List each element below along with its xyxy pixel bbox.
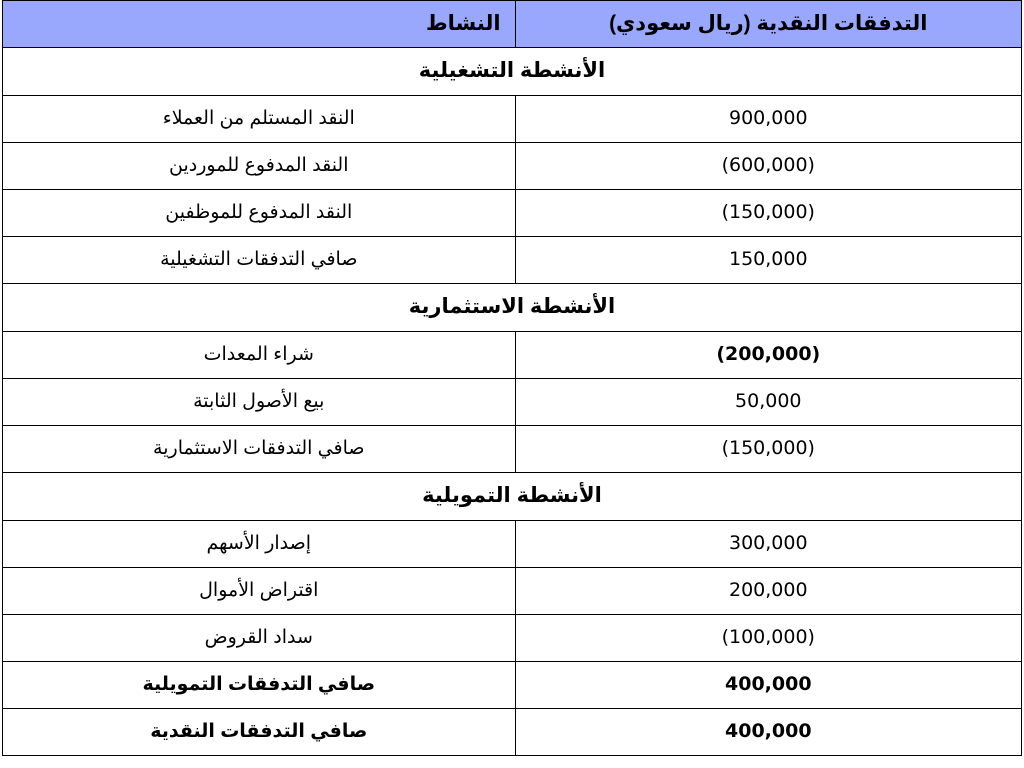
table-row xyxy=(3,96,1022,143)
cell-activity: صافي التدفقات الاستثمارية xyxy=(3,426,516,473)
cell-amount: 300,000 xyxy=(515,521,1021,568)
cell-amount: (150,000) xyxy=(515,426,1021,473)
cell-activity: بيع الأصول الثابتة xyxy=(3,379,516,426)
table-row xyxy=(3,615,1022,662)
section-title: الأنشطة التمويلية xyxy=(3,473,1022,521)
cell-activity: اقتراض الأموال xyxy=(3,568,516,615)
cell-activity: النقد المدفوع للموردين xyxy=(3,143,516,190)
table-row xyxy=(3,379,1022,426)
column-header-amount: التدفقات النقدية (ريال سعودي) xyxy=(515,1,1021,48)
section-header-row xyxy=(3,473,1022,521)
section-header-row xyxy=(3,48,1022,96)
grand-total-row xyxy=(3,709,1022,756)
cell-activity: صافي التدفقات التشغيلية xyxy=(3,237,516,284)
cell-activity: النقد المستلم من العملاء xyxy=(3,96,516,143)
table-row xyxy=(3,190,1022,237)
cell-amount: (600,000) xyxy=(515,143,1021,190)
cell-amount: 400,000 xyxy=(515,709,1021,756)
table-row xyxy=(3,426,1022,473)
table-row xyxy=(3,332,1022,379)
cell-activity: سداد القروض xyxy=(3,615,516,662)
cash-flow-statement-table xyxy=(2,0,1022,756)
cell-amount: (100,000) xyxy=(515,615,1021,662)
cell-amount: 150,000 xyxy=(515,237,1021,284)
cell-amount: (200,000) xyxy=(515,332,1021,379)
cell-amount: 400,000 xyxy=(515,662,1021,709)
table-row xyxy=(3,662,1022,709)
section-header-row xyxy=(3,284,1022,332)
table-row xyxy=(3,521,1022,568)
table-row xyxy=(3,143,1022,190)
cell-activity: النقد المدفوع للموظفين xyxy=(3,190,516,237)
cell-amount: (150,000) xyxy=(515,190,1021,237)
table-body xyxy=(3,48,1022,756)
cell-activity: صافي التدفقات النقدية xyxy=(3,709,516,756)
cell-activity: إصدار الأسهم xyxy=(3,521,516,568)
table-row xyxy=(3,237,1022,284)
column-header-activity: النشاط xyxy=(3,1,516,48)
header-row xyxy=(3,1,1022,48)
cell-amount: 200,000 xyxy=(515,568,1021,615)
section-title: الأنشطة الاستثمارية xyxy=(3,284,1022,332)
table-header xyxy=(3,1,1022,48)
table-row xyxy=(3,568,1022,615)
cell-amount: 900,000 xyxy=(515,96,1021,143)
cell-activity: شراء المعدات xyxy=(3,332,516,379)
cell-activity: صافي التدفقات التمويلية xyxy=(3,662,516,709)
section-title: الأنشطة التشغيلية xyxy=(3,48,1022,96)
cell-amount: 50,000 xyxy=(515,379,1021,426)
